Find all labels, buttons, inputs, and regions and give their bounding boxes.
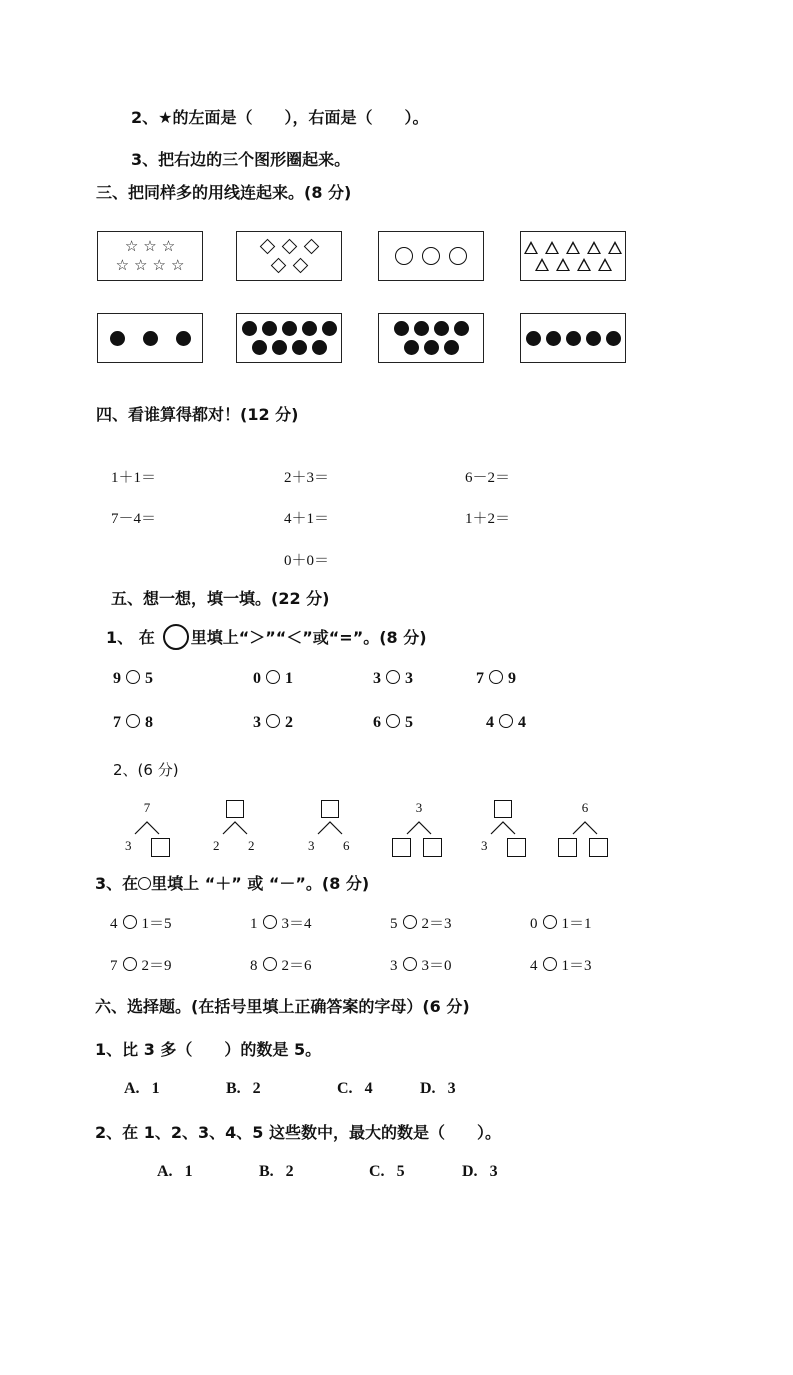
right-number: 5 xyxy=(405,714,413,731)
option-value: 5 xyxy=(396,1163,405,1180)
filled-dot-icon xyxy=(546,331,561,346)
answer-circle[interactable] xyxy=(489,670,503,684)
triangle-outline-icon xyxy=(598,258,612,271)
filled-dot-icon xyxy=(282,321,297,336)
comparison-item xyxy=(373,670,413,688)
option-letter: A. xyxy=(157,1163,173,1180)
section-5-part-1-title xyxy=(106,624,427,650)
filled-dot-icon xyxy=(143,331,158,346)
operator-item xyxy=(250,954,312,975)
equation-rest: 1＝1 xyxy=(561,916,592,932)
right-number: 2 xyxy=(285,714,293,731)
operator-circle[interactable] xyxy=(543,915,557,929)
circle-outline-icon xyxy=(449,247,467,265)
tree-left-number: 3 xyxy=(308,838,315,853)
comparison-item xyxy=(253,714,293,732)
operator-item xyxy=(390,912,452,933)
operator-circle[interactable] xyxy=(123,957,137,971)
operator-circle[interactable] xyxy=(543,957,557,971)
shape-row xyxy=(523,241,623,254)
comparison-item xyxy=(476,670,516,688)
option-value: 1 xyxy=(184,1163,193,1180)
section-6-title: 六、选择题。(在括号里填上正确答案的字母）(6 分) xyxy=(95,997,470,1016)
diamond-outline-icon xyxy=(281,239,297,255)
section-5-part-3-title xyxy=(95,871,369,894)
filled-dot-icon xyxy=(312,340,327,355)
shape-row xyxy=(252,340,327,355)
operator-item xyxy=(530,912,592,933)
operator-item xyxy=(530,954,592,975)
shape-row xyxy=(259,239,320,254)
shape-row xyxy=(393,247,469,265)
option-value: 1 xyxy=(151,1080,160,1097)
calculation-item: 6－2＝ xyxy=(465,470,511,486)
right-number: 8 xyxy=(145,714,153,731)
tree-left-number: 3 xyxy=(125,838,132,853)
filled-dot-icon xyxy=(322,321,337,336)
equation-rest: 1＝5 xyxy=(141,916,172,932)
answer-circle[interactable] xyxy=(386,670,400,684)
left-number: 0 xyxy=(253,670,261,687)
option-letter: D. xyxy=(420,1080,436,1097)
choice-option[interactable] xyxy=(369,1163,405,1181)
tree-right-number: 2 xyxy=(248,838,255,853)
equation-rest: 3＝4 xyxy=(281,916,312,932)
branch-lines xyxy=(134,820,160,834)
comparison-item xyxy=(373,714,413,732)
choice-option[interactable] xyxy=(462,1163,498,1181)
filled-dot-icon xyxy=(242,321,257,336)
operator-item xyxy=(110,954,172,975)
filled-dot-icon xyxy=(586,331,601,346)
filled-dot-icon xyxy=(110,331,125,346)
first-number: 7 xyxy=(110,958,118,974)
tree-right-box[interactable] xyxy=(423,838,442,857)
answer-circle[interactable] xyxy=(126,714,140,728)
star-outline-icon: ☆ xyxy=(115,256,130,274)
left-number: 4 xyxy=(486,714,494,731)
filled-dot-icon xyxy=(444,340,459,355)
number-tree xyxy=(560,800,610,860)
branch-lines xyxy=(317,820,343,834)
option-letter: B. xyxy=(259,1163,274,1180)
triangle-outline-icon xyxy=(556,258,570,271)
comparison-item xyxy=(253,670,293,688)
tree-top-box[interactable] xyxy=(494,800,512,818)
circle-icon xyxy=(138,877,151,890)
tree-right-box[interactable] xyxy=(507,838,526,857)
triangle-outline-icon xyxy=(577,258,591,271)
calculation-item: 7－4＝ xyxy=(111,511,157,527)
option-value: 3 xyxy=(447,1080,456,1097)
option-value: 3 xyxy=(489,1163,498,1180)
choice-option[interactable] xyxy=(420,1080,456,1098)
left-number: 7 xyxy=(113,714,121,731)
tree-left-box[interactable] xyxy=(558,838,577,857)
right-number: 9 xyxy=(508,670,516,687)
triangle-outline-icon xyxy=(524,241,538,254)
shape-box[interactable] xyxy=(520,313,626,363)
section-4-title: 四、看谁算得都对！(12 分) xyxy=(96,405,299,424)
star-outline-icon: ☆ xyxy=(170,256,185,274)
tree-left-number: 3 xyxy=(481,838,488,853)
right-number: 4 xyxy=(518,714,526,731)
comparison-item xyxy=(486,714,526,732)
tree-right-box[interactable] xyxy=(151,838,170,857)
filled-dot-icon xyxy=(252,340,267,355)
part-3-suffix: 里填上 “＋” 或 “－”。(8 分) xyxy=(151,874,370,893)
star-outline-icon: ☆ xyxy=(134,256,148,274)
filled-dot-icon xyxy=(566,331,581,346)
triangle-outline-icon xyxy=(545,241,559,254)
first-number: 8 xyxy=(250,958,258,974)
section-5-part-2-title: 2、(6 分) xyxy=(113,761,179,779)
triangle-outline-icon xyxy=(608,241,622,254)
triangle-outline-icon xyxy=(566,241,580,254)
tree-top-box[interactable] xyxy=(226,800,244,818)
left-number: 3 xyxy=(253,714,261,731)
option-letter: D. xyxy=(462,1163,478,1180)
option-letter: C. xyxy=(337,1080,353,1097)
shape-box[interactable] xyxy=(97,313,203,363)
calculation-item: 2＋3＝ xyxy=(284,470,330,486)
choice-option[interactable] xyxy=(157,1163,193,1181)
filled-dot-icon xyxy=(434,321,449,336)
shape-box[interactable] xyxy=(236,313,342,363)
option-value: 2 xyxy=(285,1163,294,1180)
shape-row xyxy=(404,340,459,355)
branch-lines xyxy=(222,820,248,834)
left-number: 7 xyxy=(476,670,484,687)
option-letter: B. xyxy=(226,1080,241,1097)
operator-item xyxy=(390,954,452,975)
choice-option[interactable] xyxy=(259,1163,294,1181)
operator-circle[interactable] xyxy=(263,957,277,971)
operator-circle[interactable] xyxy=(403,915,417,929)
shape-box[interactable] xyxy=(378,313,484,363)
choice-question-2: 2、在 1、2、3、4、5 这些数中，最大的数是（ ）。 xyxy=(95,1123,501,1142)
filled-dot-icon xyxy=(414,321,429,336)
shape-row xyxy=(242,321,337,336)
number-tree xyxy=(305,800,355,860)
calculation-item: 0＋0＝ xyxy=(284,553,330,569)
equation-rest: 1＝3 xyxy=(561,958,592,974)
filled-dot-icon xyxy=(262,321,277,336)
tree-top-box[interactable] xyxy=(321,800,339,818)
tree-top-number: 6 xyxy=(581,800,589,815)
filled-dot-icon xyxy=(424,340,439,355)
filled-dot-icon xyxy=(394,321,409,336)
option-value: 4 xyxy=(364,1080,373,1097)
big-circle-icon xyxy=(163,624,189,650)
equation-rest: 2＝3 xyxy=(421,916,452,932)
answer-circle[interactable] xyxy=(266,714,280,728)
diamond-outline-icon xyxy=(303,239,319,255)
right-number: 3 xyxy=(405,670,413,687)
equation-rest: 2＝6 xyxy=(281,958,312,974)
diamond-outline-icon xyxy=(259,239,275,255)
part-1-prefix: 1、 在 xyxy=(106,628,155,647)
part-1-suffix: 里填上“＞”“＜”或“=”。(8 分) xyxy=(190,628,427,647)
part-3-prefix: 3、在 xyxy=(95,874,139,893)
calculation-item: 4＋1＝ xyxy=(284,511,330,527)
shape-box[interactable] xyxy=(520,231,626,281)
branch-lines xyxy=(406,820,432,834)
triangle-outline-icon xyxy=(587,241,601,254)
answer-circle[interactable] xyxy=(126,670,140,684)
first-number: 3 xyxy=(390,958,398,974)
number-tree xyxy=(394,800,444,860)
section-3-title: 三、把同样多的用线连起来。(8 分) xyxy=(96,183,352,202)
answer-circle[interactable] xyxy=(499,714,513,728)
shape-row xyxy=(125,239,175,254)
question-3-circle-shapes: 3、把右边的三个图形圈起来。 xyxy=(131,150,351,169)
operator-circle[interactable] xyxy=(403,957,417,971)
filled-dot-icon xyxy=(302,321,317,336)
tree-top-number: 3 xyxy=(415,800,423,815)
first-number: 4 xyxy=(530,958,538,974)
choice-option[interactable] xyxy=(226,1080,261,1098)
branch-lines xyxy=(490,820,516,834)
shape-row xyxy=(270,258,309,273)
filled-dot-icon xyxy=(526,331,541,346)
option-letter: A. xyxy=(124,1080,140,1097)
shape-row xyxy=(110,331,191,346)
tree-left-box[interactable] xyxy=(392,838,411,857)
comparison-item xyxy=(113,714,153,732)
first-number: 4 xyxy=(110,916,118,932)
diamond-outline-icon xyxy=(292,258,308,274)
shape-box[interactable] xyxy=(236,231,342,281)
answer-circle[interactable] xyxy=(386,714,400,728)
operator-circle[interactable] xyxy=(123,915,137,929)
star-outline-icon: ☆ xyxy=(143,237,157,255)
right-number: 1 xyxy=(285,670,293,687)
filled-dot-icon xyxy=(292,340,307,355)
shape-row xyxy=(534,258,613,271)
number-tree xyxy=(122,800,172,860)
filled-dot-icon xyxy=(404,340,419,355)
shape-row xyxy=(116,258,185,273)
first-number: 1 xyxy=(250,916,258,932)
shape-box[interactable] xyxy=(97,231,203,281)
number-tree xyxy=(478,800,528,860)
circle-outline-icon xyxy=(395,247,413,265)
circle-outline-icon xyxy=(422,247,440,265)
question-2-star-position: 2、★的左面是（ ），右面是（ ）。 xyxy=(131,108,429,127)
shape-row xyxy=(526,331,621,346)
branch-lines xyxy=(572,820,598,834)
filled-dot-icon xyxy=(176,331,191,346)
tree-right-box[interactable] xyxy=(589,838,608,857)
filled-dot-icon xyxy=(606,331,621,346)
left-number: 6 xyxy=(373,714,381,731)
first-number: 0 xyxy=(530,916,538,932)
choice-option[interactable] xyxy=(337,1080,373,1098)
shape-row xyxy=(394,321,469,336)
option-letter: C. xyxy=(369,1163,385,1180)
tree-top-number: 7 xyxy=(143,800,151,815)
choice-question-1: 1、比 3 多（ ）的数是 5。 xyxy=(95,1040,322,1059)
left-number: 3 xyxy=(373,670,381,687)
section-5-title: 五、想一想，填一填。(22 分) xyxy=(111,589,330,608)
choice-option[interactable] xyxy=(124,1080,160,1098)
tree-left-number: 2 xyxy=(213,838,220,853)
operator-item xyxy=(110,912,172,933)
equation-rest: 3＝0 xyxy=(421,958,452,974)
star-outline-icon: ☆ xyxy=(124,237,139,255)
answer-circle[interactable] xyxy=(266,670,280,684)
first-number: 5 xyxy=(390,916,398,932)
filled-dot-icon xyxy=(454,321,469,336)
option-value: 2 xyxy=(252,1080,261,1097)
shape-box[interactable] xyxy=(378,231,484,281)
filled-dot-icon xyxy=(272,340,287,355)
operator-circle[interactable] xyxy=(263,915,277,929)
operator-item xyxy=(250,912,312,933)
equation-rest: 2＝9 xyxy=(141,958,172,974)
tree-right-number: 6 xyxy=(343,838,350,853)
star-outline-icon: ☆ xyxy=(152,256,166,274)
diamond-outline-icon xyxy=(270,258,286,274)
comparison-item xyxy=(113,670,153,688)
triangle-outline-icon xyxy=(535,258,549,271)
left-number: 9 xyxy=(113,670,121,687)
calculation-item: 1＋1＝ xyxy=(111,470,157,486)
calculation-item: 1＋2＝ xyxy=(465,511,511,527)
star-outline-icon: ☆ xyxy=(161,237,176,255)
right-number: 5 xyxy=(145,670,153,687)
number-tree xyxy=(210,800,260,860)
